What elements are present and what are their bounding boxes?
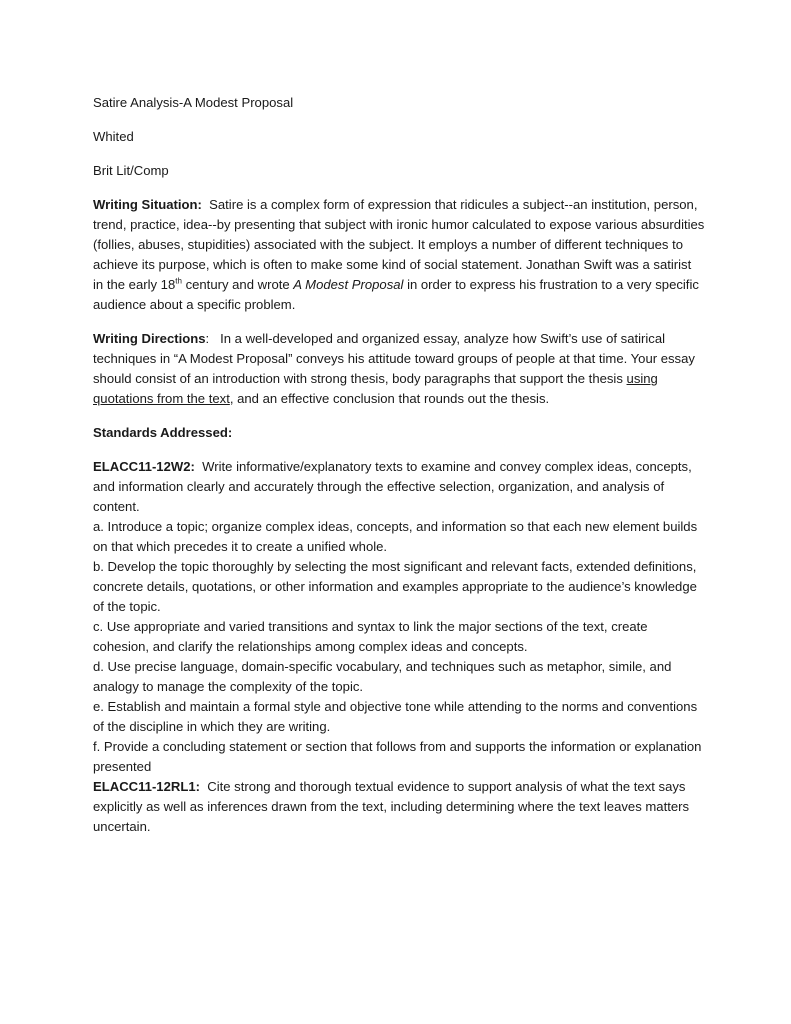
writing-directions-text-2: , and an effective conclusion that rounds out the thesis. bbox=[229, 391, 550, 406]
standard-w2-text: Write informative/explanatory texts to examine and convey complex ideas, concepts, and information clearly and accurately through the effective selection, organization, and analysis of content. bbox=[93, 459, 692, 514]
writing-situation-paragraph bbox=[93, 195, 705, 315]
writing-situation-text-3: in order to express his frustration to a very specific audience about a specific problem. bbox=[93, 277, 699, 312]
writing-directions-label: Writing Directions bbox=[93, 331, 206, 346]
writing-directions-colon: : bbox=[205, 331, 210, 346]
standard-item-d: d. Use precise language, domain-specific vocabulary, and techniques such as metaphor, simile, and analogy to manage the complexity of the topic. bbox=[93, 659, 672, 694]
standard-item-e: e. Establish and maintain a formal style and objective tone while attending to the norms and conventions of the discipline in which they are writing. bbox=[93, 699, 698, 734]
course-name: Brit Lit/Comp bbox=[93, 163, 169, 178]
standard-rl1 bbox=[93, 777, 705, 837]
ordinal-superscript: th bbox=[175, 276, 182, 286]
standard-item-f: f. Provide a concluding statement or section that follows from and supports the information or explanation presented bbox=[93, 739, 702, 774]
standard-rl1-code: ELACC11-12RL1: bbox=[93, 779, 200, 794]
standard-item-a: a. Introduce a topic; organize complex ideas, concepts, and information so that each new element builds on that which precedes it to create a unified whole. bbox=[93, 519, 698, 554]
standard-item-b: b. Develop the topic thoroughly by selecting the most significant and relevant facts, extended definitions, concrete details, quotations, or other information and examples appropriate to the audience’s knowledge of the topic. bbox=[93, 559, 697, 614]
writing-situation-label: Writing Situation: bbox=[93, 197, 202, 212]
modest-proposal-title: A Modest Proposal bbox=[293, 277, 404, 292]
writing-directions-text-1: In a well-developed and organized essay, analyze how Swift’s use of satirical techniques in “A Modest Proposal” conveys his attitude toward groups of people at that time. Your essay should consist of an introduction with strong thesis, body paragraphs that support the thesis bbox=[93, 331, 695, 386]
underlined-requirement: using quotations from the text bbox=[93, 371, 658, 406]
standards-heading: Standards Addressed: bbox=[93, 425, 233, 440]
writing-situation-text-2: century and wrote bbox=[181, 277, 294, 292]
teacher-name: Whited bbox=[93, 129, 134, 144]
standard-w2-code: ELACC11-12W2: bbox=[93, 459, 195, 474]
standard-rl1-text: Cite strong and thorough textual evidence to support analysis of what the text says explicitly as well as inferences drawn from the text, including determining where the text leaves matters uncertain. bbox=[93, 779, 690, 834]
standard-w2 bbox=[93, 457, 705, 517]
standard-item-c: c. Use appropriate and varied transitions and syntax to link the major sections of the text, create cohesion, and clarify the relationships among complex ideas and concepts. bbox=[93, 619, 648, 654]
writing-directions-paragraph bbox=[93, 329, 705, 409]
document-title: Satire Analysis-A Modest Proposal bbox=[93, 95, 294, 110]
document-page bbox=[93, 93, 705, 837]
writing-situation-text-1: Satire is a complex form of expression that ridicules a subject--an institution, person, trend, practice, idea--by presenting that subject with ironic humor calculated to expose various absurdities (follies, abuses, stupidities) associated with the subject. It employs a number of different techniques to achieve its purpose, which is often to make some kind of social statement. Jonathan Swift was a satirist in the early 18 bbox=[93, 197, 705, 292]
